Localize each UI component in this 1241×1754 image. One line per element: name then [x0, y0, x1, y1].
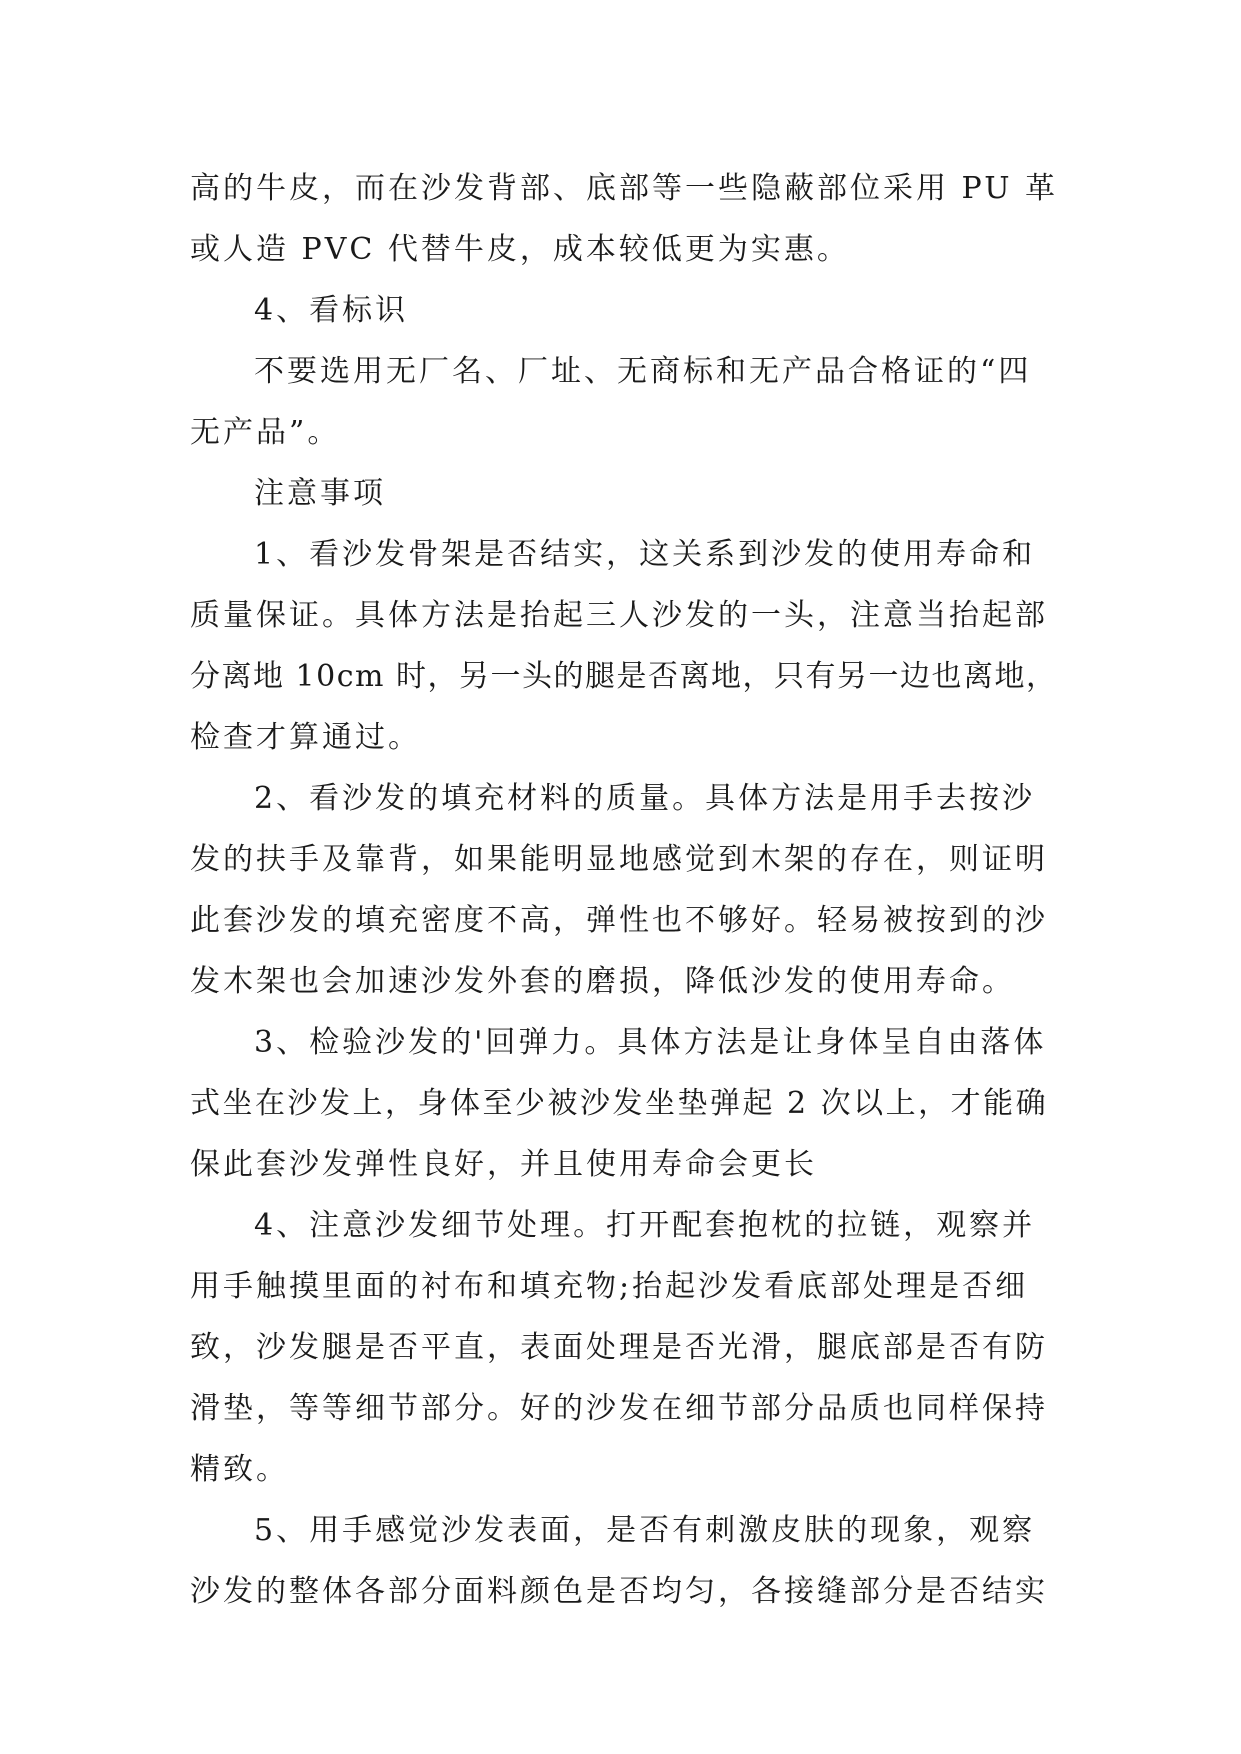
text-line: 或人造 PVC 代替牛皮，成本较低更为实惠。 [190, 232, 850, 267]
text-line: 5、用手感觉沙发表面，是否有刺激皮肤的现象，观察 [254, 1513, 1036, 1548]
text-line: 3、检验沙发的'回弹力。具体方法是让身体呈自由落体 [254, 1025, 1047, 1060]
text-line: 发木架也会加速沙发外套的磨损，降低沙发的使用寿命。 [190, 964, 1015, 999]
text-line: 用手触摸里面的衬布和填充物;抬起沙发看底部处理是否细 [190, 1269, 1029, 1304]
text-line: 1、看沙发骨架是否结实，这关系到沙发的使用寿命和 [254, 537, 1036, 572]
text-line: 2、看沙发的填充材料的质量。具体方法是用手去按沙 [254, 781, 1036, 816]
document-body [190, 158, 1060, 1622]
text-line: 质量保证。具体方法是抬起三人沙发的一头，注意当抬起部 [190, 598, 1048, 633]
text-line: 此套沙发的填充密度不高，弹性也不够好。轻易被按到的沙 [190, 903, 1048, 938]
text-line: 注意事项 [254, 476, 386, 511]
text-line: 致，沙发腿是否平直，表面处理是否光滑，腿底部是否有防 [190, 1330, 1048, 1365]
text-line: 精致。 [190, 1452, 289, 1487]
text-line: 无产品”。 [190, 415, 341, 450]
text-line: 4、看标识 [254, 293, 409, 328]
text-line: 沙发的整体各部分面料颜色是否均匀，各接缝部分是否结实 [190, 1574, 1048, 1609]
text-line: 高的牛皮，而在沙发背部、底部等一些隐蔽部位采用 PU 革 [190, 171, 1059, 206]
text-line: 保此套沙发弹性良好，并且使用寿命会更长 [190, 1147, 817, 1182]
text-line: 滑垫，等等细节部分。好的沙发在细节部分品质也同样保持 [190, 1391, 1048, 1426]
text-line: 检查才算通过。 [190, 720, 421, 755]
text-line: 4、注意沙发细节处理。打开配套抱枕的拉链，观察并 [254, 1208, 1036, 1243]
text-line: 不要选用无厂名、厂址、无商标和无产品合格证的“四 [254, 354, 1032, 389]
text-line: 分离地 10cm 时，另一头的腿是否离地，只有另一边也离地， [190, 659, 1058, 694]
text-line: 发的扶手及靠背，如果能明显地感觉到木架的存在，则证明 [190, 842, 1048, 877]
text-line: 式坐在沙发上，身体至少被沙发坐垫弹起 2 次以上，才能确 [190, 1086, 1049, 1121]
